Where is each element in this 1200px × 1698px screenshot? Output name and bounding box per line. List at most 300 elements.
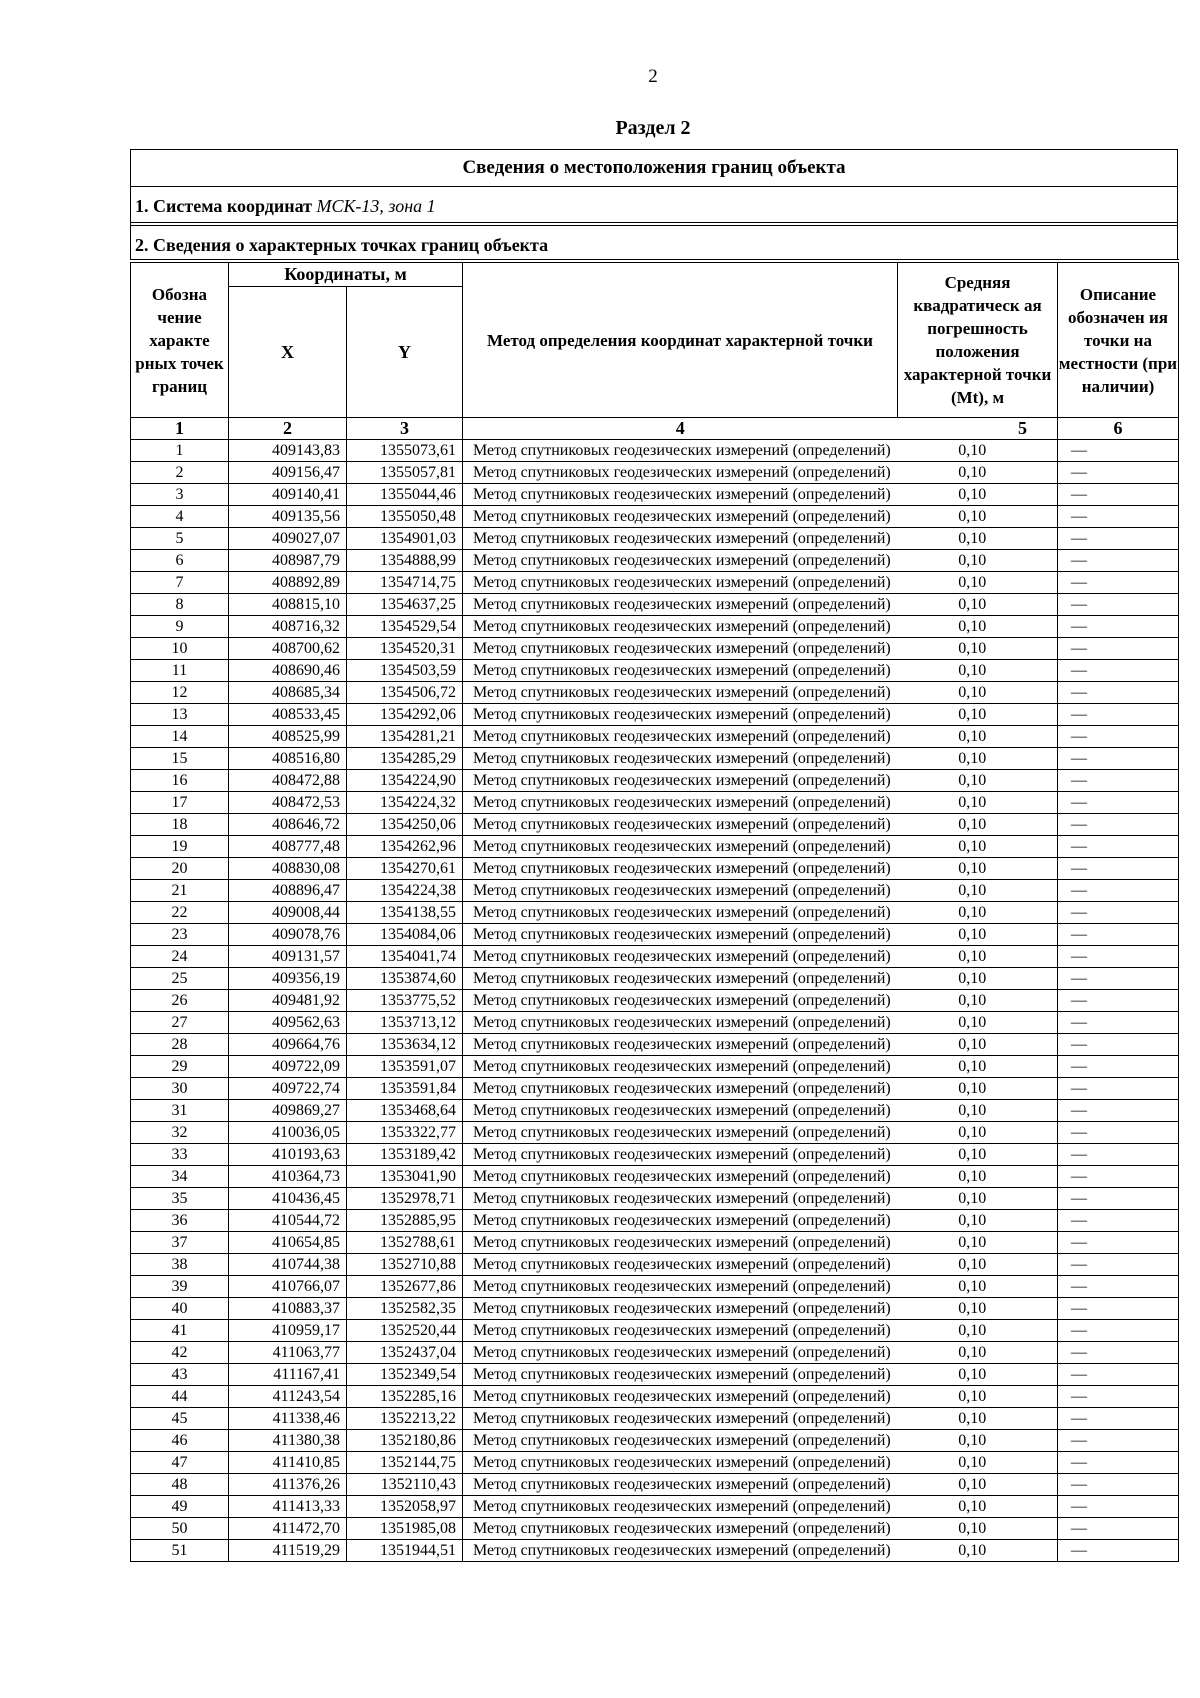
description-cell: — (1058, 462, 1179, 484)
coord-y: 1354041,74 (347, 946, 463, 968)
coord-x: 411167,41 (229, 1364, 347, 1386)
point-id: 31 (131, 1100, 229, 1122)
method-cell: Метод спутниковых геодезических измерений (определений) (463, 990, 898, 1012)
accuracy-cell: 0,10 (898, 1210, 1058, 1232)
coord-x: 408716,32 (229, 616, 347, 638)
point-id: 15 (131, 748, 229, 770)
point-id: 2 (131, 462, 229, 484)
coord-y: 1353189,42 (347, 1144, 463, 1166)
method-cell: Метод спутниковых геодезических измерений (определений) (463, 1342, 898, 1364)
description-cell: — (1058, 616, 1179, 638)
table-row (131, 638, 1179, 660)
method-cell: Метод спутниковых геодезических измерений (определений) (463, 1298, 898, 1320)
point-id: 36 (131, 1210, 229, 1232)
header-num-6: 6 (1058, 418, 1179, 440)
table-row (131, 726, 1179, 748)
coord-y: 1352885,95 (347, 1210, 463, 1232)
point-id: 9 (131, 616, 229, 638)
description-cell: — (1058, 660, 1179, 682)
coord-y: 1353874,60 (347, 968, 463, 990)
point-id: 18 (131, 814, 229, 836)
description-cell: — (1058, 594, 1179, 616)
method-cell: Метод спутниковых геодезических измерений (определений) (463, 1276, 898, 1298)
accuracy-cell: 0,10 (898, 1144, 1058, 1166)
description-cell: — (1058, 1166, 1179, 1188)
point-id: 42 (131, 1342, 229, 1364)
point-id: 33 (131, 1144, 229, 1166)
section-title: Раздел 2 (615, 117, 691, 139)
coord-y: 1353775,52 (347, 990, 463, 1012)
accuracy-cell: 0,10 (898, 836, 1058, 858)
coord-y: 1355073,61 (347, 440, 463, 462)
coord-x: 409562,63 (229, 1012, 347, 1034)
point-id: 24 (131, 946, 229, 968)
method-cell: Метод спутниковых геодезических измерений (определений) (463, 1320, 898, 1342)
accuracy-cell: 0,10 (898, 1298, 1058, 1320)
accuracy-cell: 0,10 (898, 1320, 1058, 1342)
accuracy-cell: 0,10 (898, 682, 1058, 704)
coord-x: 409027,07 (229, 528, 347, 550)
accuracy-cell: 0,10 (898, 946, 1058, 968)
coord-y: 1352144,75 (347, 1452, 463, 1474)
coord-y: 1354084,06 (347, 924, 463, 946)
header-x: X (229, 287, 347, 418)
table-row (131, 1452, 1179, 1474)
coord-x: 411338,46 (229, 1408, 347, 1430)
table-row (131, 616, 1179, 638)
method-cell: Метод спутниковых геодезических измерений (определений) (463, 1386, 898, 1408)
description-cell: — (1058, 1518, 1179, 1540)
point-id: 51 (131, 1540, 229, 1562)
point-id: 3 (131, 484, 229, 506)
method-cell: Метод спутниковых геодезических измерений (определений) (463, 1078, 898, 1100)
description-cell: — (1058, 1430, 1179, 1452)
coord-x: 409869,27 (229, 1100, 347, 1122)
method-cell: Метод спутниковых геодезических измерений (определений) (463, 1100, 898, 1122)
description-cell: — (1058, 1276, 1179, 1298)
table-row (131, 990, 1179, 1012)
description-cell: — (1058, 1188, 1179, 1210)
accuracy-cell: 0,10 (898, 1232, 1058, 1254)
method-cell: Метод спутниковых геодезических измерений (определений) (463, 550, 898, 572)
point-id: 49 (131, 1496, 229, 1518)
coord-x: 410883,37 (229, 1298, 347, 1320)
table-row (131, 1034, 1179, 1056)
coord-y: 1354714,75 (347, 572, 463, 594)
table-row (131, 440, 1179, 462)
description-cell: — (1058, 1034, 1179, 1056)
description-cell: — (1058, 814, 1179, 836)
accuracy-cell: 0,10 (898, 638, 1058, 660)
point-id: 38 (131, 1254, 229, 1276)
description-cell: — (1058, 704, 1179, 726)
table-row (131, 1144, 1179, 1166)
method-cell: Метод спутниковых геодезических измерений (определений) (463, 902, 898, 924)
coord-x: 410036,05 (229, 1122, 347, 1144)
coord-x: 411380,38 (229, 1430, 347, 1452)
table-row (131, 1474, 1179, 1496)
accuracy-cell: 0,10 (898, 1012, 1058, 1034)
point-id: 27 (131, 1012, 229, 1034)
table-row (131, 1430, 1179, 1452)
coord-y: 1353634,12 (347, 1034, 463, 1056)
accuracy-cell: 0,10 (898, 528, 1058, 550)
coord-y: 1354224,32 (347, 792, 463, 814)
table-row (131, 1012, 1179, 1034)
page-number: 2 (648, 66, 658, 87)
point-id: 41 (131, 1320, 229, 1342)
table-row (131, 1232, 1179, 1254)
point-id: 45 (131, 1408, 229, 1430)
table-row (131, 1122, 1179, 1144)
method-cell: Метод спутниковых геодезических измерений (определений) (463, 924, 898, 946)
accuracy-cell: 0,10 (898, 814, 1058, 836)
accuracy-cell: 0,10 (898, 1474, 1058, 1496)
point-id: 23 (131, 924, 229, 946)
table-row (131, 484, 1179, 506)
coord-y: 1352437,04 (347, 1342, 463, 1364)
header-coords: Координаты, м (229, 261, 463, 287)
accuracy-cell: 0,10 (898, 462, 1058, 484)
point-id: 7 (131, 572, 229, 594)
method-cell: Метод спутниковых геодезических измерений (определений) (463, 638, 898, 660)
coord-x: 408646,72 (229, 814, 347, 836)
description-cell: — (1058, 1078, 1179, 1100)
coord-x: 408525,99 (229, 726, 347, 748)
description-cell: — (1058, 1386, 1179, 1408)
description-cell: — (1058, 484, 1179, 506)
method-cell: Метод спутниковых геодезических измерений (определений) (463, 1188, 898, 1210)
accuracy-cell: 0,10 (898, 506, 1058, 528)
coord-y: 1352213,22 (347, 1408, 463, 1430)
coord-x: 409664,76 (229, 1034, 347, 1056)
point-id: 47 (131, 1452, 229, 1474)
coord-y: 1354224,38 (347, 880, 463, 902)
point-id: 16 (131, 770, 229, 792)
accuracy-cell: 0,10 (898, 726, 1058, 748)
table-row (131, 748, 1179, 770)
description-cell: — (1058, 1144, 1179, 1166)
accuracy-cell: 0,10 (898, 1276, 1058, 1298)
point-id: 6 (131, 550, 229, 572)
method-cell: Метод спутниковых геодезических измерений (определений) (463, 1408, 898, 1430)
coord-x: 410959,17 (229, 1320, 347, 1342)
table-row (131, 1210, 1179, 1232)
accuracy-cell: 0,10 (898, 1122, 1058, 1144)
coord-x: 410436,45 (229, 1188, 347, 1210)
accuracy-cell: 0,10 (898, 1408, 1058, 1430)
point-id: 17 (131, 792, 229, 814)
table-row (131, 1276, 1179, 1298)
method-cell: Метод спутниковых геодезических измерений (определений) (463, 814, 898, 836)
coord-x: 408700,62 (229, 638, 347, 660)
coord-x: 408685,34 (229, 682, 347, 704)
method-cell: Метод спутниковых геодезических измерений (определений) (463, 1474, 898, 1496)
point-id: 48 (131, 1474, 229, 1496)
coord-x: 409722,74 (229, 1078, 347, 1100)
coord-x: 409156,47 (229, 462, 347, 484)
coord-x: 409140,41 (229, 484, 347, 506)
accuracy-cell: 0,10 (898, 968, 1058, 990)
point-id: 5 (131, 528, 229, 550)
method-cell: Метод спутниковых геодезических измерений (определений) (463, 836, 898, 858)
description-cell: — (1058, 572, 1179, 594)
method-cell: Метод спутниковых геодезических измерений (определений) (463, 792, 898, 814)
accuracy-cell: 0,10 (898, 1518, 1058, 1540)
coord-y: 1354637,25 (347, 594, 463, 616)
table-row (131, 946, 1179, 968)
method-cell: Метод спутниковых геодезических измерений (определений) (463, 1056, 898, 1078)
table-row (131, 924, 1179, 946)
coord-y: 1352110,43 (347, 1474, 463, 1496)
coord-x: 409143,83 (229, 440, 347, 462)
coord-x: 408533,45 (229, 704, 347, 726)
method-cell: Метод спутниковых геодезических измерений (определений) (463, 968, 898, 990)
description-cell: — (1058, 1298, 1179, 1320)
coord-y: 1352349,54 (347, 1364, 463, 1386)
method-cell: Метод спутниковых геодезических измерений (определений) (463, 748, 898, 770)
method-cell: Метод спутниковых геодезических измерений (определений) (463, 1034, 898, 1056)
method-cell: Метод спутниковых геодезических измерений (определений) (463, 880, 898, 902)
coord-x: 410654,85 (229, 1232, 347, 1254)
point-id: 25 (131, 968, 229, 990)
point-id: 37 (131, 1232, 229, 1254)
coord-y: 1353041,90 (347, 1166, 463, 1188)
coord-x: 411063,77 (229, 1342, 347, 1364)
point-id: 20 (131, 858, 229, 880)
method-cell: Метод спутниковых геодезических измерений (определений) (463, 1122, 898, 1144)
coord-y: 1354224,90 (347, 770, 463, 792)
description-cell: — (1058, 968, 1179, 990)
header-num-3: 3 (347, 418, 463, 440)
point-id: 40 (131, 1298, 229, 1320)
coord-system-label: 1. Система координат (135, 196, 312, 216)
description-cell: — (1058, 880, 1179, 902)
coord-y: 1355057,81 (347, 462, 463, 484)
accuracy-cell: 0,10 (898, 440, 1058, 462)
method-cell: Метод спутниковых геодезических измерений (определений) (463, 462, 898, 484)
coord-y: 1352710,88 (347, 1254, 463, 1276)
table-row (131, 1166, 1179, 1188)
point-id: 29 (131, 1056, 229, 1078)
point-id: 22 (131, 902, 229, 924)
method-cell: Метод спутниковых геодезических измерений (определений) (463, 1430, 898, 1452)
coord-y: 1352285,16 (347, 1386, 463, 1408)
point-id: 21 (131, 880, 229, 902)
coord-x: 408896,47 (229, 880, 347, 902)
description-cell: — (1058, 1254, 1179, 1276)
method-cell: Метод спутниковых геодезических измерений (определений) (463, 682, 898, 704)
document-frame (130, 149, 1178, 1562)
coord-x: 408472,88 (229, 770, 347, 792)
block-title: Сведения о местоположения границ объекта (462, 157, 846, 178)
coord-y: 1352582,35 (347, 1298, 463, 1320)
header-y: Y (347, 287, 463, 418)
description-cell: — (1058, 682, 1179, 704)
point-id: 39 (131, 1276, 229, 1298)
method-cell: Метод спутниковых геодезических измерений (определений) (463, 1364, 898, 1386)
accuracy-cell: 0,10 (898, 770, 1058, 792)
description-cell: — (1058, 1232, 1179, 1254)
accuracy-cell: 0,10 (898, 792, 1058, 814)
point-id: 19 (131, 836, 229, 858)
accuracy-cell: 0,10 (898, 616, 1058, 638)
coord-y: 1354292,06 (347, 704, 463, 726)
accuracy-cell: 0,10 (898, 1166, 1058, 1188)
coord-x: 409722,09 (229, 1056, 347, 1078)
accuracy-cell: 0,10 (898, 1540, 1058, 1562)
description-cell: — (1058, 1100, 1179, 1122)
coord-y: 1354520,31 (347, 638, 463, 660)
table-row (131, 528, 1179, 550)
description-cell: — (1058, 1364, 1179, 1386)
coord-x: 411243,54 (229, 1386, 347, 1408)
description-cell: — (1058, 946, 1179, 968)
description-cell: — (1058, 990, 1179, 1012)
header-num-1: 1 (131, 418, 229, 440)
method-cell: Метод спутниковых геодезических измерений (определений) (463, 660, 898, 682)
method-cell: Метод спутниковых геодезических измерений (определений) (463, 1518, 898, 1540)
coord-x: 409008,44 (229, 902, 347, 924)
accuracy-cell: 0,10 (898, 704, 1058, 726)
accuracy-cell: 0,10 (898, 1254, 1058, 1276)
coord-x: 409131,57 (229, 946, 347, 968)
point-id: 46 (131, 1430, 229, 1452)
table-row (131, 550, 1179, 572)
method-cell: Метод спутниковых геодезических измерений (определений) (463, 1496, 898, 1518)
point-id: 32 (131, 1122, 229, 1144)
method-cell: Метод спутниковых геодезических измерений (определений) (463, 506, 898, 528)
coord-y: 1352180,86 (347, 1430, 463, 1452)
coord-x: 408830,08 (229, 858, 347, 880)
coord-y: 1355050,48 (347, 506, 463, 528)
table-row (131, 1540, 1179, 1562)
description-cell: — (1058, 1122, 1179, 1144)
table-row (131, 858, 1179, 880)
coord-x: 411519,29 (229, 1540, 347, 1562)
coord-y: 1352978,71 (347, 1188, 463, 1210)
description-cell: — (1058, 440, 1179, 462)
method-cell: Метод спутниковых геодезических измерений (определений) (463, 484, 898, 506)
table-row (131, 902, 1179, 924)
table-row (131, 814, 1179, 836)
description-cell: — (1058, 792, 1179, 814)
method-cell: Метод спутниковых геодезических измерений (определений) (463, 528, 898, 550)
coord-y: 1353713,12 (347, 1012, 463, 1034)
point-id: 12 (131, 682, 229, 704)
description-cell: — (1058, 1210, 1179, 1232)
coord-x: 410744,38 (229, 1254, 347, 1276)
description-cell: — (1058, 1408, 1179, 1430)
table-row (131, 1386, 1179, 1408)
header-description: Описание обозначен ия точки на местности (при наличии) (1058, 261, 1179, 418)
coord-y: 1354901,03 (347, 528, 463, 550)
accuracy-cell: 0,10 (898, 550, 1058, 572)
accuracy-cell: 0,10 (898, 1078, 1058, 1100)
method-cell: Метод спутниковых геодезических измерений (определений) (463, 1166, 898, 1188)
coord-y: 1353591,84 (347, 1078, 463, 1100)
coord-y: 1355044,46 (347, 484, 463, 506)
point-id: 35 (131, 1188, 229, 1210)
description-cell: — (1058, 1540, 1179, 1562)
table-row (131, 660, 1179, 682)
coord-x: 410193,63 (229, 1144, 347, 1166)
table-row (131, 1496, 1179, 1518)
table-row (131, 1320, 1179, 1342)
table-row (131, 462, 1179, 484)
point-id: 28 (131, 1034, 229, 1056)
description-cell: — (1058, 1012, 1179, 1034)
coord-y: 1351944,51 (347, 1540, 463, 1562)
coord-x: 408516,80 (229, 748, 347, 770)
table-row (131, 1078, 1179, 1100)
method-cell: Метод спутниковых геодезических измерений (определений) (463, 1012, 898, 1034)
description-cell: — (1058, 1056, 1179, 1078)
coord-x: 408987,79 (229, 550, 347, 572)
accuracy-cell: 0,10 (898, 880, 1058, 902)
coord-x: 409356,19 (229, 968, 347, 990)
point-id: 43 (131, 1364, 229, 1386)
accuracy-cell: 0,10 (898, 748, 1058, 770)
description-cell: — (1058, 506, 1179, 528)
description-cell: — (1058, 1342, 1179, 1364)
method-cell: Метод спутниковых геодезических измерений (определений) (463, 704, 898, 726)
accuracy-cell: 0,10 (898, 1364, 1058, 1386)
header-num-4: 4 (463, 418, 898, 440)
point-id: 50 (131, 1518, 229, 1540)
coord-y: 1354529,54 (347, 616, 463, 638)
header-num-5: 5 (898, 418, 1058, 440)
coord-x: 408777,48 (229, 836, 347, 858)
accuracy-cell: 0,10 (898, 1342, 1058, 1364)
coord-system-line (131, 186, 1177, 222)
table-body (131, 440, 1179, 1562)
method-cell: Метод спутниковых геодезических измерений (определений) (463, 1452, 898, 1474)
point-id: 4 (131, 506, 229, 528)
coord-y: 1354138,55 (347, 902, 463, 924)
accuracy-cell: 0,10 (898, 924, 1058, 946)
description-cell: — (1058, 550, 1179, 572)
header-method: Метод определения координат характерной точки (463, 261, 898, 418)
description-cell: — (1058, 858, 1179, 880)
header-num-2: 2 (229, 418, 347, 440)
description-cell: — (1058, 528, 1179, 550)
method-cell: Метод спутниковых геодезических измерений (определений) (463, 726, 898, 748)
description-cell: — (1058, 770, 1179, 792)
coord-y: 1354250,06 (347, 814, 463, 836)
method-cell: Метод спутниковых геодезических измерений (определений) (463, 1232, 898, 1254)
accuracy-cell: 0,10 (898, 1452, 1058, 1474)
accuracy-cell: 0,10 (898, 1386, 1058, 1408)
accuracy-cell: 0,10 (898, 1034, 1058, 1056)
table-row (131, 594, 1179, 616)
description-cell: — (1058, 902, 1179, 924)
table-row (131, 770, 1179, 792)
accuracy-cell: 0,10 (898, 990, 1058, 1012)
table-row (131, 1056, 1179, 1078)
coord-y: 1354503,59 (347, 660, 463, 682)
coord-x: 411413,33 (229, 1496, 347, 1518)
method-cell: Метод спутниковых геодезических измерений (определений) (463, 572, 898, 594)
coord-y: 1351985,08 (347, 1518, 463, 1540)
description-cell: — (1058, 748, 1179, 770)
point-id: 26 (131, 990, 229, 1012)
coord-x: 409481,92 (229, 990, 347, 1012)
coord-y: 1354506,72 (347, 682, 463, 704)
coord-x: 409135,56 (229, 506, 347, 528)
coord-y: 1354285,29 (347, 748, 463, 770)
coord-x: 408472,53 (229, 792, 347, 814)
